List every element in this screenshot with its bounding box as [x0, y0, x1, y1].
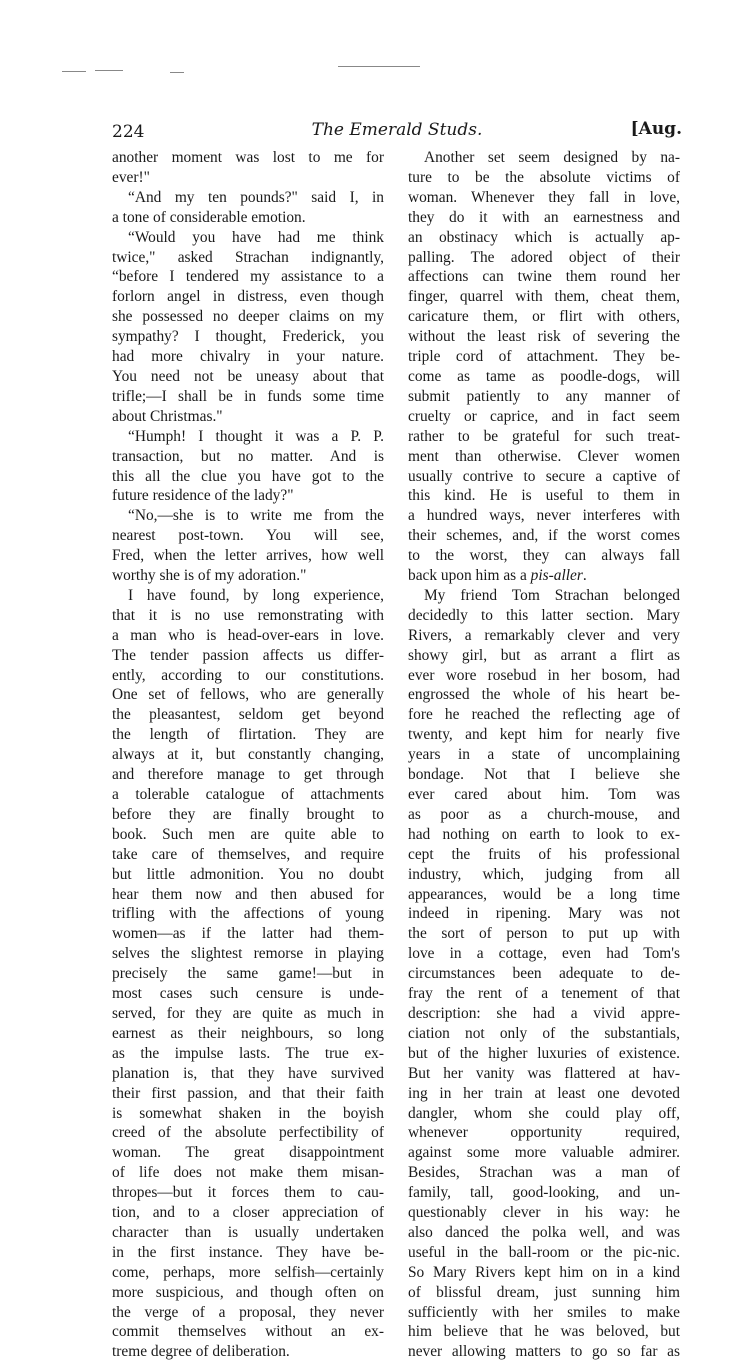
text-line: also danced the polka well, and was — [408, 1223, 680, 1241]
italic-phrase: pis-aller — [530, 567, 583, 585]
text-line: description: she had a vivid appre- — [408, 1004, 680, 1022]
text-line: So Mary Rivers kept him on in a kind — [408, 1263, 680, 1281]
text-line: indeed in ripening. Mary was not — [408, 905, 680, 923]
text-line: another moment was lost to me for — [112, 149, 384, 166]
text-line: their schemes, and, if the worst comes — [408, 527, 680, 545]
text-line: engrossed the whole of his heart be- — [408, 686, 680, 704]
text-line: tion, and to a closer appreciation of — [112, 1204, 384, 1222]
text-line: always at it, but constantly changing, — [112, 746, 384, 764]
text-line: future residence of the lady?" — [112, 487, 294, 505]
text-line: fray the rent of a tenement of that — [408, 985, 680, 1003]
text-line: submit patiently to any manner of — [408, 387, 680, 405]
text-line: Fred, when the letter arrives, how well — [112, 547, 384, 565]
text-line: this all the clue you have got to the — [112, 467, 384, 485]
text-line: never allowing matters to go so far as — [408, 1343, 680, 1361]
text-line: this kind. He is useful to them in — [408, 487, 680, 505]
text-line: twenty, and kept him for nearly five — [408, 726, 680, 744]
text-line: but little admonition. You no doubt — [112, 865, 384, 883]
text-line: whenever opportunity required, — [408, 1124, 680, 1142]
text-line: ever!" — [112, 168, 150, 186]
text-line: the verge of a proposal, they never — [112, 1303, 384, 1321]
text-line: of blissful dream, just sunning him — [408, 1283, 680, 1301]
scan-mark — [95, 70, 123, 71]
text-line: as the impulse lasts. The true ex- — [112, 1044, 384, 1062]
text-line: planation is, that they have survived — [112, 1064, 384, 1082]
text-line: served, for they are quite as much in — [112, 1004, 384, 1022]
scan-mark — [338, 66, 420, 67]
text-line: without the least risk of severing the — [408, 328, 680, 346]
text-line: trifling with the affections of young — [112, 905, 384, 923]
text-line: to the worst, they can always fall — [408, 547, 680, 565]
running-title: The Emerald Studs. — [311, 120, 483, 140]
text-line: I have found, by long experience, — [128, 586, 384, 604]
text-line: about Christmas." — [112, 407, 223, 425]
page-number: 224 — [112, 122, 145, 142]
text-line: sympathy? I thought, Frederick, you — [112, 328, 384, 346]
text-line: decidedly to this latter section. Mary — [408, 606, 680, 624]
text-line: precisely the same game!—but in — [112, 965, 384, 983]
text-line: character than is usually undertaken — [112, 1223, 384, 1241]
text-line: Another set seem designed by na- — [424, 149, 680, 166]
text-line: creed of the absolute perfectibility of — [112, 1124, 384, 1142]
text-line: The tender passion affects us differ- — [112, 646, 384, 664]
text-line: showy girl, but as arrant a flirt as — [408, 646, 680, 664]
text-line: a tone of considerable emotion. — [112, 208, 306, 226]
text-line: book. Such men are quite able to — [112, 825, 384, 843]
text-line: “before I tendered my assistance to a — [112, 268, 384, 286]
text-line: woman. Whenever they fall in love, — [408, 188, 680, 206]
text-line: ciation not only of the substantials, — [408, 1024, 680, 1042]
text-line: trifle;—I shall be in funds some time — [112, 387, 384, 405]
text-line: ing in her train at least one devoted — [408, 1084, 680, 1102]
text-line: hear them now and then abused for — [112, 885, 384, 903]
text-line: the length of flirtation. They are — [112, 726, 384, 744]
text-line: “No,—she is to write me from the — [128, 507, 384, 525]
text-line: dangler, whom she could play off, — [408, 1104, 680, 1122]
text-line: before they are finally brought to — [112, 805, 384, 823]
text-line: family, tall, good-looking, and un- — [408, 1184, 680, 1202]
text-line: “And my ten pounds?" said I, in — [128, 188, 384, 206]
text-line: as poor as a church-mouse, and — [408, 805, 680, 823]
text-line: a tolerable catalogue of attachments — [112, 786, 384, 803]
text-line: is somewhat shaken in the boyish — [112, 1104, 384, 1122]
text-line: of life does not make them misan- — [112, 1164, 384, 1182]
text-line: most cases such censure is unde- — [112, 985, 384, 1003]
text-line: transaction, but no matter. And is — [112, 447, 384, 465]
text-line: an obstinacy which is actually ap- — [408, 228, 680, 246]
text-line: My friend Tom Strachan belonged — [424, 586, 680, 604]
text-line: usually contrive to secure a captive of — [408, 467, 680, 485]
text-line: ever cared about him. Tom was — [408, 786, 680, 803]
text-line: a man who is head-over-ears in love. — [112, 626, 384, 644]
text-line: the sort of person to put up with — [408, 925, 680, 943]
text-line: affections can twine them round her — [408, 268, 680, 286]
text-line: circumstances been adequate to de- — [408, 965, 680, 983]
text-line: their first passion, and that their faith — [112, 1084, 384, 1102]
text-line: ently, according to our constitutions. — [112, 666, 384, 684]
text-line: but of the higher luxuries of existence. — [408, 1044, 680, 1062]
text-line: ment than otherwise. Clever women — [408, 447, 680, 465]
text-line: they do it with an earnestness and — [408, 208, 680, 226]
text-line: forlorn angel in distress, even though — [112, 288, 384, 306]
text-line: bondage. Not that I believe she — [408, 766, 680, 784]
text-line: twice," asked Strachan indignantly, — [112, 248, 384, 266]
text-line: palling. The adored object of their — [408, 248, 680, 266]
text-line: triple cord of attachment. They be- — [408, 348, 680, 366]
text-line: But her vanity was flattered at hav- — [408, 1064, 680, 1082]
text-line: finger, quarrel with them, cheat them, — [408, 288, 680, 306]
text-line: treme degree of deliberation. — [112, 1343, 290, 1361]
text-line: rather to be grateful for such treat- — [408, 427, 680, 445]
text-line: the pleasantest, seldom get beyond — [112, 706, 384, 724]
scan-mark — [62, 71, 86, 72]
text-line: cept the fruits of his professional — [408, 845, 680, 863]
text-line: him believe that he was beloved, but — [408, 1323, 680, 1341]
text-line: love in a cottage, even had Tom's — [408, 945, 680, 963]
text-line: had more chivalry in your nature. — [112, 348, 384, 366]
text-line: had nothing on earth to look to ex- — [408, 825, 680, 843]
text-line: caricature them, or flirt with others, — [408, 308, 680, 326]
text-line: earnest as their neighbours, so long — [112, 1024, 384, 1042]
text-line: commit themselves without an ex- — [112, 1323, 384, 1341]
text-line: useful in the ball-room or the pic-nic. — [408, 1243, 680, 1261]
text-line: back upon him as a pis-aller. — [408, 567, 587, 585]
text-fragment: back upon him as a — [408, 567, 531, 585]
scan-mark — [170, 72, 184, 73]
text-line: ture to be the absolute victims of — [408, 168, 680, 186]
text-line: selves the slightest remorse in playing — [112, 945, 384, 963]
text-line: appearances, would be a long time — [408, 885, 680, 903]
text-line: cruelty or caprice, and in fact seem — [408, 407, 680, 425]
text-line: fore he reached the reflecting age of — [408, 706, 680, 724]
text-line: questionably clever in his way: he — [408, 1204, 680, 1222]
page-header — [112, 116, 682, 144]
text-line: “Would you have had me think — [128, 228, 384, 246]
text-line: One set of fellows, who are generally — [112, 686, 384, 704]
right-column — [408, 148, 680, 1362]
text-line: and therefore manage to get through — [112, 766, 384, 784]
text-line: ever wore rosebud in her bosom, had — [408, 666, 680, 684]
text-line: Rivers, a remarkably clever and very — [408, 626, 680, 644]
text-line: take care of themselves, and require — [112, 845, 384, 863]
text-line: come as tame as poodle-dogs, will — [408, 367, 680, 385]
text-line: a hundred ways, never interferes with — [408, 507, 680, 525]
text-line: worthy she is of my adoration." — [112, 567, 307, 585]
text-line: more suspicious, and though often on — [112, 1283, 384, 1301]
text-line: Besides, Strachan was a man of — [408, 1164, 680, 1182]
text-line: sufficiently with her smiles to make — [408, 1303, 680, 1321]
left-column — [112, 148, 384, 1362]
text-line: she possessed no deeper claims on my — [112, 308, 384, 326]
text-line: “Humph! I thought it was a P. P. — [128, 427, 384, 445]
text-line: women—as if the latter had them- — [112, 925, 384, 943]
text-line: come, perhaps, more selfish—certainly — [112, 1263, 384, 1281]
header-month: [Aug. — [630, 119, 682, 139]
text-line: nearest post-town. You will see, — [112, 527, 384, 545]
text-line: in the first instance. They have be- — [112, 1243, 384, 1261]
text-line: years in a state of uncomplaining — [408, 746, 680, 764]
text-line: that it is no use remonstrating with — [112, 606, 384, 624]
text-line: industry, which, judging from all — [408, 865, 680, 883]
text-line: thropes—but it forces them to cau- — [112, 1184, 384, 1202]
text-line: against some more valuable admirer. — [408, 1144, 680, 1162]
text-line: woman. The great disappointment — [112, 1144, 384, 1162]
text-line: You need not be uneasy about that — [112, 367, 384, 385]
